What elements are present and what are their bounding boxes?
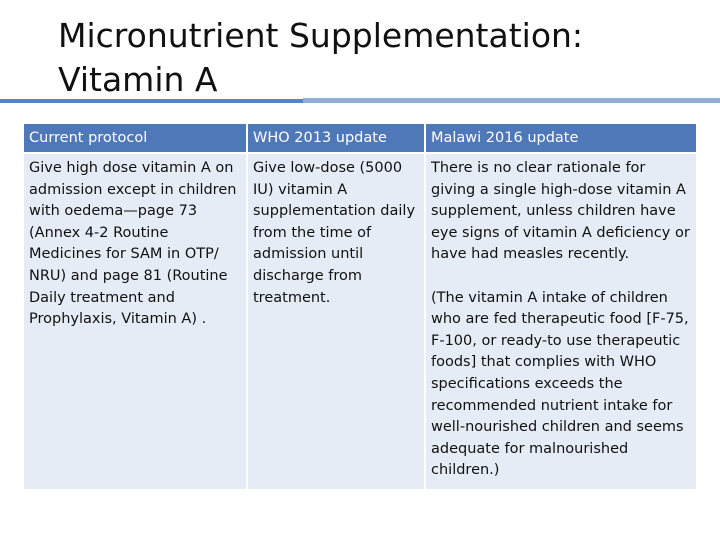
- title-underline: [303, 98, 720, 103]
- malawi-2016-text-1: There is no clear rationale for giving a single high-dose vitamin A supplement, unless children have eye signs of vitamin A deficiency or have had measles recently.: [431, 160, 690, 263]
- cell-malawi-2016: [426, 154, 696, 489]
- slide-title-line-1: Micronutrient Supplementation:: [58, 16, 584, 55]
- header-who-2013: WHO 2013 update: [248, 124, 424, 152]
- cell-current-protocol: [24, 154, 246, 489]
- paragraph-gap: [431, 266, 692, 288]
- who-2013-text: Give low-dose (5000 IU) vitamin A supplementation daily from the time of admission until discharge from treatment.: [253, 160, 416, 306]
- comparison-table: [24, 124, 696, 489]
- slide-title: [58, 14, 698, 102]
- header-current-protocol: Current protocol: [24, 124, 246, 152]
- cell-who-2013: [248, 154, 424, 489]
- malawi-2016-text-2: (The vitamin A intake of children who are fed therapeutic food [F-75, F-100, or ready-to use therapeutic foods] that complies with WHO specifications exceeds the recommended nutrient intake for well-nourished children and seems adequate for malnourished children.): [431, 289, 689, 479]
- title-underline-accent: [0, 99, 303, 103]
- header-malawi-2016: Malawi 2016 update: [426, 124, 696, 152]
- slide-title-line-2: Vitamin A: [58, 60, 218, 99]
- current-protocol-text: Give high dose vitamin A on admission except in children with oedema—page 73 (Annex 4-2 Routine Medicines for SAM in OTP/ NRU) and page 81 (Routine Daily treatment and Prophylaxis, Vitamin A) .: [29, 160, 237, 328]
